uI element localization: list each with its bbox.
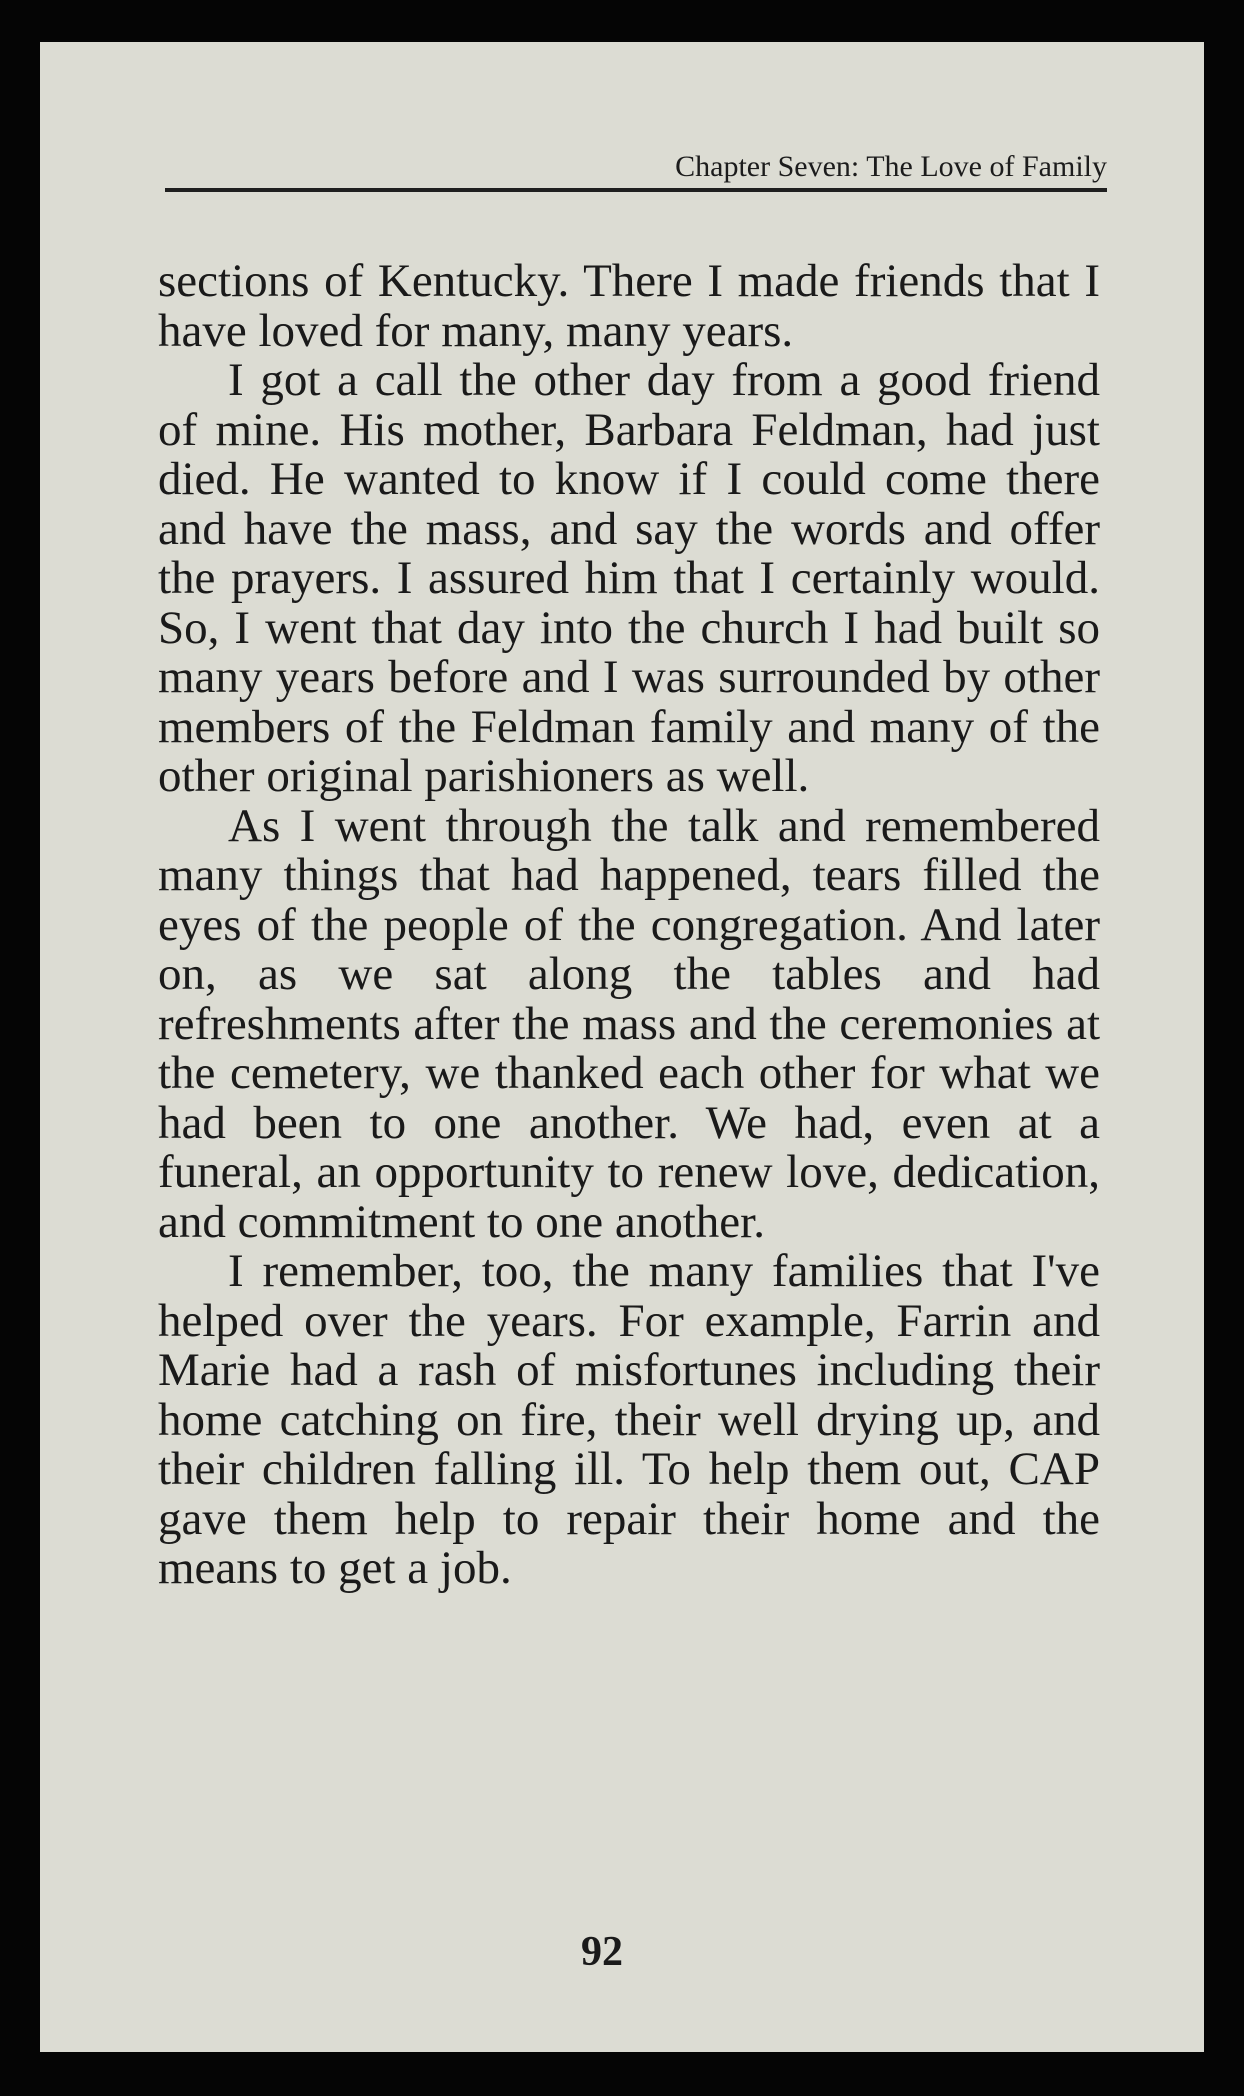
page-number: 92 <box>581 1929 623 1975</box>
paragraph-1: sections of Kentucky. There I made friends that I have loved for many, many years. <box>158 255 1100 357</box>
running-head: Chapter Seven: The Love of Family <box>675 150 1107 183</box>
body-text <box>158 257 1100 1594</box>
paragraph-3: As I went through the talk and remembered many things that had happened, tears filled the eyes of the people of the congregation. And later on, as we sat along the tables and had refreshments after the mass and the ceremonies at the cemetery, we thanked each other for what we had been to one another. We had, even at a funeral, an opportunity to renew love, dedication, and commitment to one another. <box>158 799 1100 1248</box>
paragraph-4: I remember, too, the many families that I've helped over the years. For example, Farrin and Marie had a rash of misfortunes including their home catching on fire, their well drying up, and their children falling ill. To help them out, CAP gave them help to repair their home and the means to get a job. <box>158 1245 1100 1594</box>
book-page <box>40 42 1204 2052</box>
header-rule <box>165 188 1107 192</box>
paragraph-2: I got a call the other day from a good friend of mine. His mother, Barbara Feldman, had just died. He wanted to know if I could come there and have the mass, and say the words and offer the prayers. I assured him that I certainly would. So, I went that day into the church I had built so many years before and I was surrounded by other members of the Feldman family and many of the other original parishioners as well. <box>158 354 1100 802</box>
